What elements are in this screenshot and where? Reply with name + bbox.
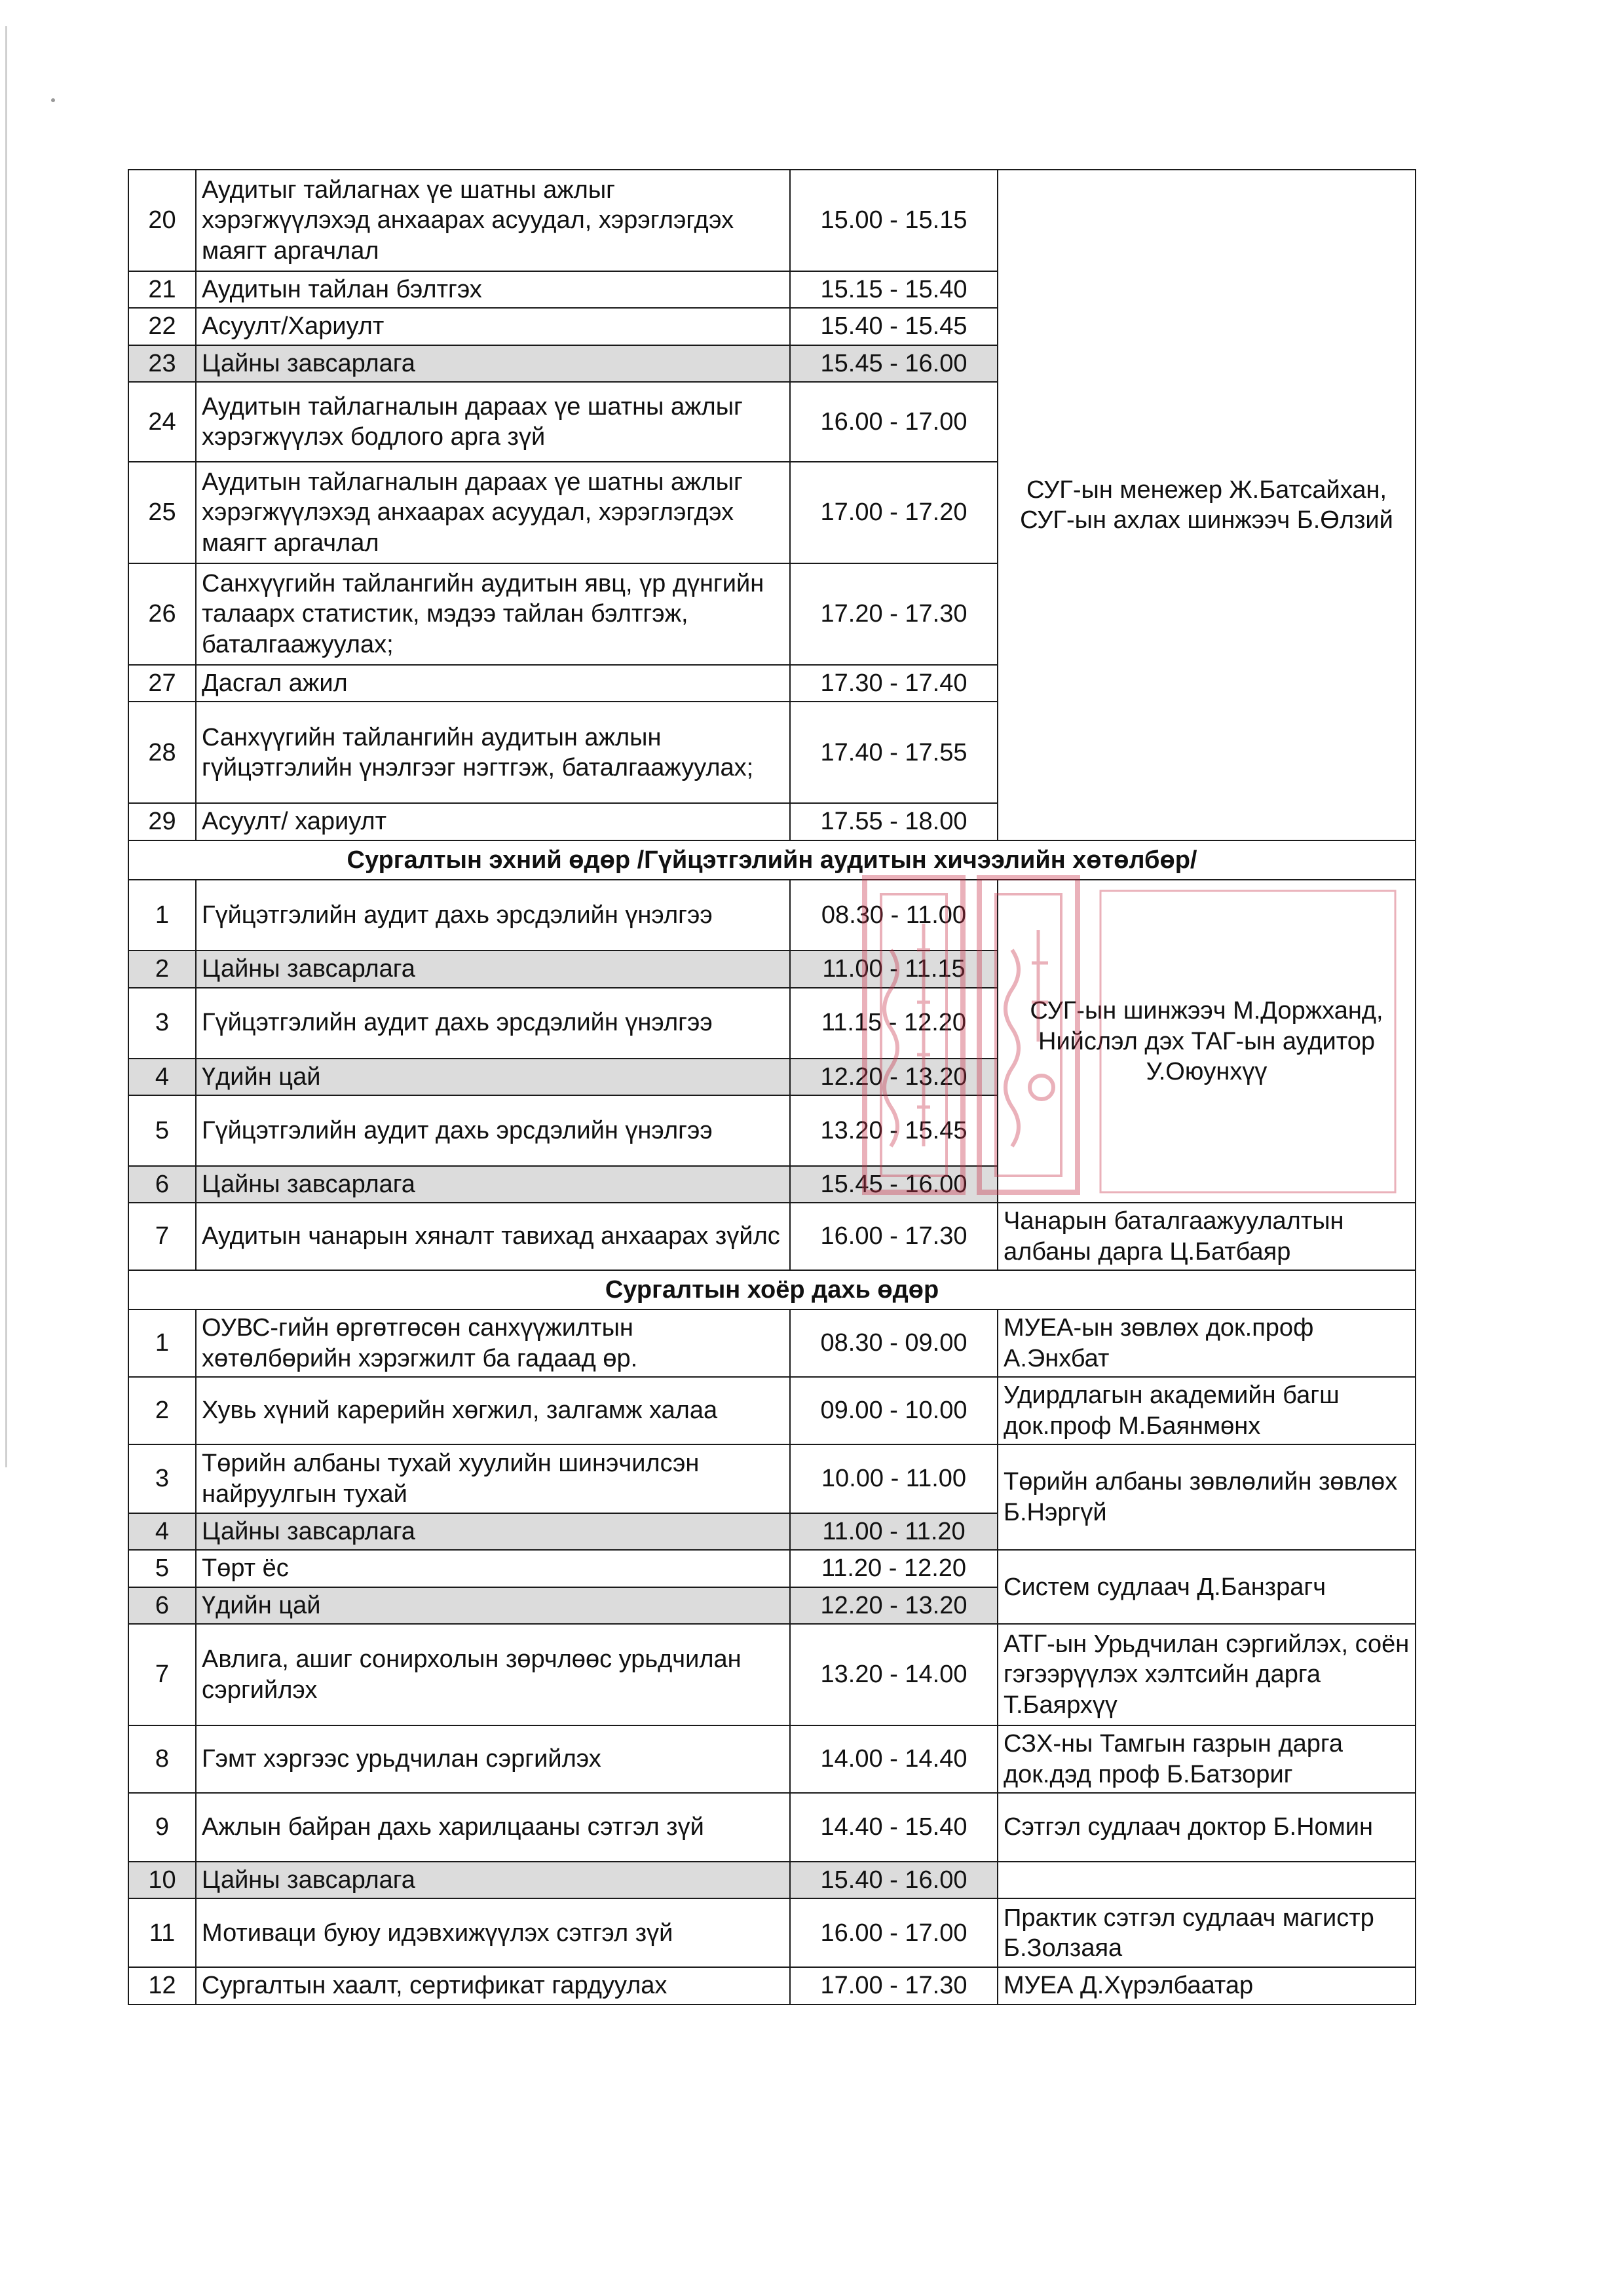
row-time: 13.20 - 14.00 (790, 1624, 998, 1725)
row-topic: Аудитын чанарын хяналт тавихад анхаарах зүйлс (196, 1203, 790, 1270)
row-responsible: Систем судлаач Д.Банзрагч (998, 1550, 1416, 1624)
row-time: 16.00 - 17.30 (790, 1203, 998, 1270)
row-time: 15.00 - 15.15 (790, 170, 998, 271)
row-responsible: Төрийн албаны зөвлөлийн зөвлөх Б.Нэргүй (998, 1444, 1416, 1550)
row-topic: Асуулт/ хариулт (196, 803, 790, 840)
table-row (128, 880, 1416, 950)
row-time: 08.30 - 11.00 (790, 880, 998, 950)
row-number: 25 (128, 462, 196, 563)
row-number: 2 (128, 950, 196, 987)
row-time: 17.00 - 17.20 (790, 462, 998, 563)
row-time: 14.40 - 15.40 (790, 1793, 998, 1862)
table-row (128, 1550, 1416, 1587)
row-topic: Сургалтын хаалт, сертификат гардуулах (196, 1967, 790, 2004)
table-row (128, 1203, 1416, 1270)
row-topic: Гүйцэтгэлийн аудит дахь эрсдэлийн үнэлгээ (196, 1095, 790, 1166)
row-number: 9 (128, 1793, 196, 1862)
row-number: 1 (128, 1309, 196, 1377)
row-number: 10 (128, 1862, 196, 1898)
row-time: 11.20 - 12.20 (790, 1550, 998, 1587)
row-number: 6 (128, 1166, 196, 1203)
row-topic: ОУВС-гийн өргөтгөсөн санхүүжилтын хөтөлбөрийн хэрэгжилт ба гадаад өр. (196, 1309, 790, 1377)
scan-speck (51, 98, 55, 102)
row-number: 29 (128, 803, 196, 840)
table-row (128, 1377, 1416, 1444)
row-time: 17.40 - 17.55 (790, 702, 998, 803)
row-responsible: МУЕА-ын зөвлөх док.проф А.Энхбат (998, 1309, 1416, 1377)
row-topic: Цайны завсарлага (196, 345, 790, 382)
section-row (128, 1270, 1416, 1309)
row-time: 14.00 - 14.40 (790, 1725, 998, 1793)
row-number: 4 (128, 1059, 196, 1095)
row-responsible: Чанарын баталгаажуулалтын албаны дарга Ц.Батбаяр (998, 1203, 1416, 1270)
row-topic: Цайны завсарлага (196, 1862, 790, 1898)
row-time: 13.20 - 15.45 (790, 1095, 998, 1166)
row-time: 09.00 - 10.00 (790, 1377, 998, 1444)
table-row (128, 1624, 1416, 1725)
row-topic: Аудитыг тайлагнах үе шатны ажлыг хэрэгжүүлэхэд анхаарах асуудал, хэрэглэгдэх маягт аргачлал (196, 170, 790, 271)
table-row (128, 1309, 1416, 1377)
section-title: Сургалтын эхний өдөр /Гүйцэтгэлийн аудитын хичээлийн хөтөлбөр/ (128, 840, 1416, 880)
table-row (128, 170, 1416, 271)
row-time: 17.30 - 17.40 (790, 665, 998, 702)
row-responsible: СУГ-ын шинжээч М.Доржханд, Нийслэл дэх ТАГ-ын аудитор У.Оюунхүү (998, 880, 1416, 1203)
row-topic: Цайны завсарлага (196, 950, 790, 987)
table-row (128, 1967, 1416, 2004)
row-time: 11.00 - 11.20 (790, 1513, 998, 1550)
row-time: 15.45 - 16.00 (790, 345, 998, 382)
row-topic: Гүйцэтгэлийн аудит дахь эрсдэлийн үнэлгээ (196, 988, 790, 1059)
row-topic: Санхүүгийн тайлангийн аудитын ажлын гүйцэтгэлийн үнэлгээг нэгтгэж, баталгаажуулах; (196, 702, 790, 803)
row-responsible: СУГ-ын менежер Ж.Батсайхан, СУГ-ын ахлах шинжээч Б.Өлзий (998, 170, 1416, 840)
row-number: 23 (128, 345, 196, 382)
row-number: 4 (128, 1513, 196, 1550)
row-topic: Гүйцэтгэлийн аудит дахь эрсдэлийн үнэлгээ (196, 880, 790, 950)
row-number: 20 (128, 170, 196, 271)
row-topic: Төрийн албаны тухай хуулийн шинэчилсэн найруулгын тухай (196, 1444, 790, 1513)
row-time: 12.20 - 13.20 (790, 1059, 998, 1095)
row-topic: Авлига, ашиг сонирхолын зөрчлөөс урьдчилан сэргийлэх (196, 1624, 790, 1725)
row-topic: Төрт ёс (196, 1550, 790, 1587)
section-title: Сургалтын хоёр дахь өдөр (128, 1270, 1416, 1309)
row-time: 17.55 - 18.00 (790, 803, 998, 840)
row-time: 16.00 - 17.00 (790, 1898, 998, 1967)
row-topic: Дасгал ажил (196, 665, 790, 702)
row-time: 15.40 - 16.00 (790, 1862, 998, 1898)
row-topic: Асуулт/Хариулт (196, 308, 790, 345)
row-responsible: Практик сэтгэл судлаач магистр Б.Золзаяа (998, 1898, 1416, 1967)
row-topic: Ажлын байран дахь харилцааны сэтгэл зүй (196, 1793, 790, 1862)
row-time: 17.20 - 17.30 (790, 563, 998, 665)
row-number: 11 (128, 1898, 196, 1967)
row-time: 17.00 - 17.30 (790, 1967, 998, 2004)
row-time: 11.15 - 12.20 (790, 988, 998, 1059)
row-number: 7 (128, 1624, 196, 1725)
table-row (128, 1444, 1416, 1513)
row-number: 3 (128, 1444, 196, 1513)
row-time: 16.00 - 17.00 (790, 382, 998, 462)
row-number: 8 (128, 1725, 196, 1793)
row-responsible: СЗХ-ны Тамгын газрын дарга док.дэд проф Б.Батзориг (998, 1725, 1416, 1793)
row-time: 08.30 - 09.00 (790, 1309, 998, 1377)
row-time: 10.00 - 11.00 (790, 1444, 998, 1513)
row-topic: Аудитын тайлан бэлтгэх (196, 271, 790, 308)
schedule-table-body (128, 170, 1416, 2004)
row-topic: Гэмт хэргээс урьдчилан сэргийлэх (196, 1725, 790, 1793)
row-time: 15.45 - 16.00 (790, 1166, 998, 1203)
table-row (128, 1725, 1416, 1793)
schedule-table (128, 169, 1416, 2005)
row-topic: Цайны завсарлага (196, 1166, 790, 1203)
row-time: 15.40 - 15.45 (790, 308, 998, 345)
row-number: 22 (128, 308, 196, 345)
row-topic: Хувь хүний карерийн хөгжил, залгамж халаа (196, 1377, 790, 1444)
row-responsible: Сэтгэл судлаач доктор Б.Номин (998, 1793, 1416, 1862)
row-responsible: Удирдлагын академийн багш док.проф М.Баянмөнх (998, 1377, 1416, 1444)
row-topic: Үдийн цай (196, 1059, 790, 1095)
row-number: 5 (128, 1095, 196, 1166)
row-topic: Үдийн цай (196, 1587, 790, 1624)
row-number: 3 (128, 988, 196, 1059)
row-time: 12.20 - 13.20 (790, 1587, 998, 1624)
scan-edge (5, 26, 7, 1467)
row-topic: Аудитын тайлагналын дараах үе шатны ажлыг хэрэгжүүлэхэд анхаарах асуудал, хэрэглэгдэх маягт аргачлал (196, 462, 790, 563)
row-topic: Аудитын тайлагналын дараах үе шатны ажлыг хэрэгжүүлэх бодлого арга зүй (196, 382, 790, 462)
table-row (128, 1793, 1416, 1862)
row-number: 24 (128, 382, 196, 462)
row-number: 26 (128, 563, 196, 665)
table-row (128, 1898, 1416, 1967)
row-number: 5 (128, 1550, 196, 1587)
row-responsible: МУЕА Д.Хүрэлбаатар (998, 1967, 1416, 2004)
row-responsible (998, 1862, 1416, 1898)
row-number: 27 (128, 665, 196, 702)
row-number: 6 (128, 1587, 196, 1624)
row-number: 1 (128, 880, 196, 950)
table-row (128, 1862, 1416, 1898)
row-topic: Мотиваци буюу идэвхижүүлэх сэтгэл зүй (196, 1898, 790, 1967)
row-time: 11.00 - 11.15 (790, 950, 998, 987)
row-responsible: АТГ-ын Урьдчилан сэргийлэх, соён гэгээрүүлэх хэлтсийн дарга Т.Баярхүү (998, 1624, 1416, 1725)
row-topic: Цайны завсарлага (196, 1513, 790, 1550)
row-number: 28 (128, 702, 196, 803)
section-row (128, 840, 1416, 880)
row-number: 12 (128, 1967, 196, 2004)
row-topic: Санхүүгийн тайлангийн аудитын явц, үр дүнгийн талаарх статистик, мэдээ тайлан бэлтгэж, баталгаажуулах; (196, 563, 790, 665)
row-number: 7 (128, 1203, 196, 1270)
row-time: 15.15 - 15.40 (790, 271, 998, 308)
row-number: 21 (128, 271, 196, 308)
row-number: 2 (128, 1377, 196, 1444)
